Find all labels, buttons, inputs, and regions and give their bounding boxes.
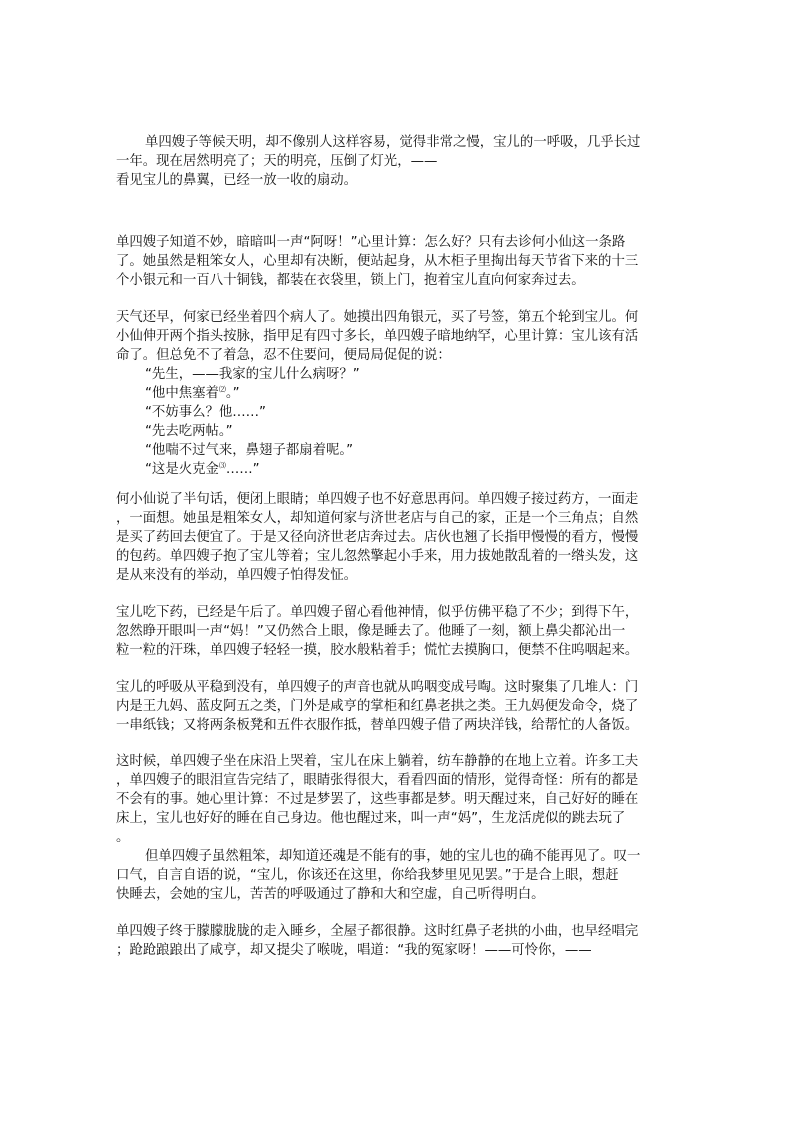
paragraph-3 (116, 308, 696, 365)
text-line: 是买了药回去便宜了。于是又径向济世老店奔过去。店伙也翘了长指甲慢慢的看方，慢慢 (116, 530, 639, 545)
dialogue-text: “先生，——我家的宝儿什么病呀？” (145, 367, 360, 382)
text-line: 。 (116, 830, 130, 845)
paragraph-8 (116, 847, 696, 904)
text-line: 宝儿的呼吸从平稳到没有，单四嫂子的声音也就从呜咽变成号啕。这时聚集了几堆人：门 (116, 680, 639, 695)
paragraph-7 (116, 752, 696, 847)
paragraph-2 (116, 233, 696, 290)
text-line: 不会有的事。她心里计算：不过是梦罢了，这些事都是梦。明天醒过来，自己好好的睡在 (116, 792, 639, 807)
dialogue-text-tail: ……” (225, 462, 260, 477)
text-line: 命了。但总免不了着急，忍不住要问，便局局促促的说： (116, 348, 451, 363)
text-line: 一年。现在居然明亮了；天的明亮，压倒了灯光，—— (116, 154, 438, 169)
dialogue-line (116, 403, 696, 422)
text-line: 一串纸钱；又将两条板凳和五件衣服作抵，替单四嫂子借了两块洋钱，给帮忙的人备饭。 (116, 718, 639, 733)
text-line: 看见宝儿的鼻翼，已经一放一收的扇动。 (116, 173, 358, 188)
text-line: 快睡去，会她的宝儿，苦苦的呼吸通过了静和大和空虚，自己听得明白。 (116, 887, 545, 902)
dialogue-text: “先去吃两帖。” (145, 424, 233, 439)
text-line: 忽然睁开眼叫一声“妈！”又仍然合上眼，像是睡去了。他睡了一刻，额上鼻尖都沁出一 (116, 624, 626, 639)
dialogue-text: “他中焦塞着 (145, 386, 219, 401)
text-line: 床上，宝儿也好好的睡在自己身边。他也醒过来，叫一声“妈”，生龙活虎似的跳去玩了 (116, 811, 626, 826)
text-line: 何小仙说了半句话，便闭上眼睛；单四嫂子也不好意思再问。单四嫂子接过药方，一面走 (116, 492, 639, 507)
paragraph-6 (116, 678, 696, 735)
text-line: ；跄跄踉踉出了咸亨，却又提尖了喉咙，唱道：“我的冤家呀！——可怜你，—— (116, 943, 592, 958)
text-line: 了。她虽然是粗笨女人，心里却有决断，便站起身，从木柜子里掏出每天节省下来的十三 (116, 254, 639, 269)
text-line: ，一面想。她虽是粗笨女人，却知道何家与济世老店与自己的家，正是一个三角点；自然 (116, 511, 639, 526)
dialogue-line (116, 384, 696, 403)
dialogue-block (116, 365, 696, 479)
text-line: 小仙伸开两个指头按脉，指甲足有四寸多长，单四嫂子暗地纳罕，心里计算：宝儿该有活 (116, 329, 639, 344)
text-line: 单四嫂子终于朦朦胧胧的走入睡乡，全屋子都很静。这时红鼻子老拱的小曲，也早经唱完 (116, 924, 639, 939)
text-line: 是从来没有的举动，单四嫂子怕得发怔。 (116, 568, 358, 583)
text-line: 的包药。单四嫂子抱了宝儿等着；宝儿忽然擎起小手来，用力拔她散乱着的一绺头发，这 (116, 549, 639, 564)
text-line: 粒一粒的汗珠，单四嫂子轻轻一摸，胶水般粘着手；慌忙去摸胸口，便禁不住呜咽起来。 (116, 643, 639, 658)
dialogue-text: “不妨事么？他……” (145, 405, 266, 420)
dialogue-line (116, 365, 696, 384)
paragraph-5 (116, 603, 696, 660)
text-line: 单四嫂子等候天明，却不像别人这样容易，觉得非常之慢，宝儿的一呼吸，几乎长过 (145, 135, 641, 150)
text-line: 个小银元和一百八十铜钱，都装在衣袋里，锁上门，抱着宝儿直向何家奔过去。 (116, 273, 585, 288)
dialogue-line (116, 441, 696, 460)
dialogue-text: “他喘不过气来，鼻翅子都扇着呢。” (145, 443, 354, 458)
text-line: 单四嫂子知道不妙，暗暗叫一声“阿呀！”心里计算：怎么好？只有去诊何小仙这一条路 (116, 235, 626, 250)
text-line: 但单四嫂子虽然粗笨，却知道还魂是不能有的事，她的宝儿也的确不能再见了。叹一 (145, 849, 641, 864)
footnote-marker: ⑶ (218, 461, 226, 470)
text-line: 内是王九妈、蓝皮阿五之类，门外是咸亨的掌柜和红鼻老拱之类。王九妈便发命令，烧了 (116, 699, 639, 714)
text-line: 这时候，单四嫂子坐在床沿上哭着，宝儿在床上躺着，纺车静静的在地上立着。许多工夫 (116, 754, 639, 769)
paragraph-4 (116, 490, 696, 585)
text-line: ，单四嫂子的眼泪宣告完结了，眼睛张得很大，看看四面的情形，觉得奇怪：所有的都是 (116, 773, 639, 788)
footnote-marker: ⑵ (218, 385, 226, 394)
text-line: 口气，自言自语的说，“宝儿，你该还在这里，你给我梦里见见罢。”于是合上眼，想赶 (116, 868, 619, 883)
paragraph-1 (116, 133, 696, 190)
text-line: 天气还早，何家已经坐着四个病人了。她摸出四角银元，买了号签，第五个轮到宝儿。何 (116, 310, 639, 325)
dialogue-text-tail: 。” (225, 386, 240, 401)
dialogue-line (116, 422, 696, 441)
dialogue-text: “这是火克金 (145, 462, 219, 477)
dialogue-line (116, 460, 696, 479)
text-line: 宝儿吃下药，已经是午后了。单四嫂子留心看他神情，似乎仿佛平稳了不少；到得下午， (116, 605, 639, 620)
paragraph-9 (116, 922, 696, 960)
